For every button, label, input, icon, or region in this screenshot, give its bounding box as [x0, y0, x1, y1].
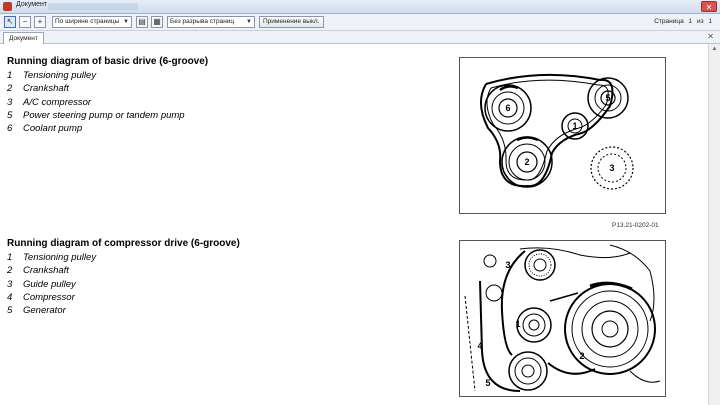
figure-label: 1	[572, 121, 578, 131]
window-title: Документ	[16, 1, 48, 8]
zoom-select[interactable]	[52, 16, 132, 28]
zoom-in-icon[interactable]: +	[34, 16, 46, 28]
figure-label: 4	[477, 341, 483, 351]
section-heading: Running diagram of basic drive (6-groove)	[7, 56, 209, 67]
list-item: 3 A/C compressor	[7, 96, 92, 108]
list-item: 5 Power steering pump or tandem pump	[7, 109, 185, 121]
figure-label: 6	[505, 103, 511, 113]
section-heading: Running diagram of compressor drive (6-groove)	[7, 238, 240, 249]
list-item: 1 Tensioning pulley	[7, 252, 97, 263]
page-label: Страница	[654, 18, 684, 25]
close-tab-icon[interactable]: ✕	[707, 32, 714, 41]
tab-bar	[0, 31, 720, 44]
app-icon	[3, 2, 12, 11]
parts-list	[7, 251, 240, 317]
basic-drive-diagram	[459, 57, 666, 214]
section-compressor-drive	[7, 238, 240, 317]
belt-diagram-svg	[460, 241, 665, 396]
figure-label: 5	[605, 93, 611, 103]
mode-select[interactable]	[167, 16, 255, 28]
chevron-down-icon: ▼	[246, 19, 252, 25]
tab-document[interactable]: Документ	[3, 32, 44, 45]
scroll-up-icon[interactable]: ▲	[711, 46, 718, 52]
list-item: 5 Generator	[7, 305, 66, 317]
print-icon[interactable]: ▦	[151, 16, 163, 28]
title-bar	[0, 0, 720, 14]
document-content	[0, 44, 708, 405]
zoom-out-icon[interactable]: −	[19, 16, 31, 28]
section-basic-drive	[7, 56, 208, 135]
figure-label: 2	[579, 351, 585, 361]
chevron-down-icon: ▼	[123, 19, 129, 25]
figure-label: 2	[524, 157, 530, 167]
list-item: 4 Compressor	[7, 291, 75, 303]
page-view-icon[interactable]: ▤	[136, 16, 148, 28]
page-current[interactable]: 1	[688, 18, 693, 25]
list-item: 1 Tensioning pulley	[7, 70, 97, 81]
apply-button[interactable]: Применение выкл.	[259, 16, 324, 28]
compressor-drive-diagram	[459, 240, 666, 397]
figure-caption: P13.21-0202-01	[612, 222, 659, 229]
page-info	[651, 18, 712, 25]
list-item: 6 Coolant pump	[7, 123, 83, 135]
page-of: из	[696, 18, 704, 25]
title-blur	[48, 3, 138, 10]
figure-label: 3	[609, 163, 615, 173]
list-item: 2 Crankshaft	[7, 83, 69, 95]
zoom-select-value: По ширине страницы	[55, 18, 120, 25]
page-total: 1	[708, 18, 712, 25]
figure-label: 3	[505, 260, 511, 270]
vertical-scrollbar[interactable]	[708, 44, 720, 405]
select-tool-icon[interactable]: ↖	[4, 16, 16, 28]
figure-label: 1	[515, 319, 521, 329]
parts-list	[7, 69, 208, 135]
list-item: 3 Guide pulley	[7, 278, 76, 290]
list-item: 2 Crankshaft	[7, 265, 69, 277]
mode-select-value: Без разрыва страниц	[170, 18, 235, 25]
belt-diagram-svg	[460, 58, 665, 213]
figure-label: 5	[485, 378, 491, 388]
toolbar	[0, 14, 720, 31]
close-window-button[interactable]: ✕	[701, 1, 717, 12]
